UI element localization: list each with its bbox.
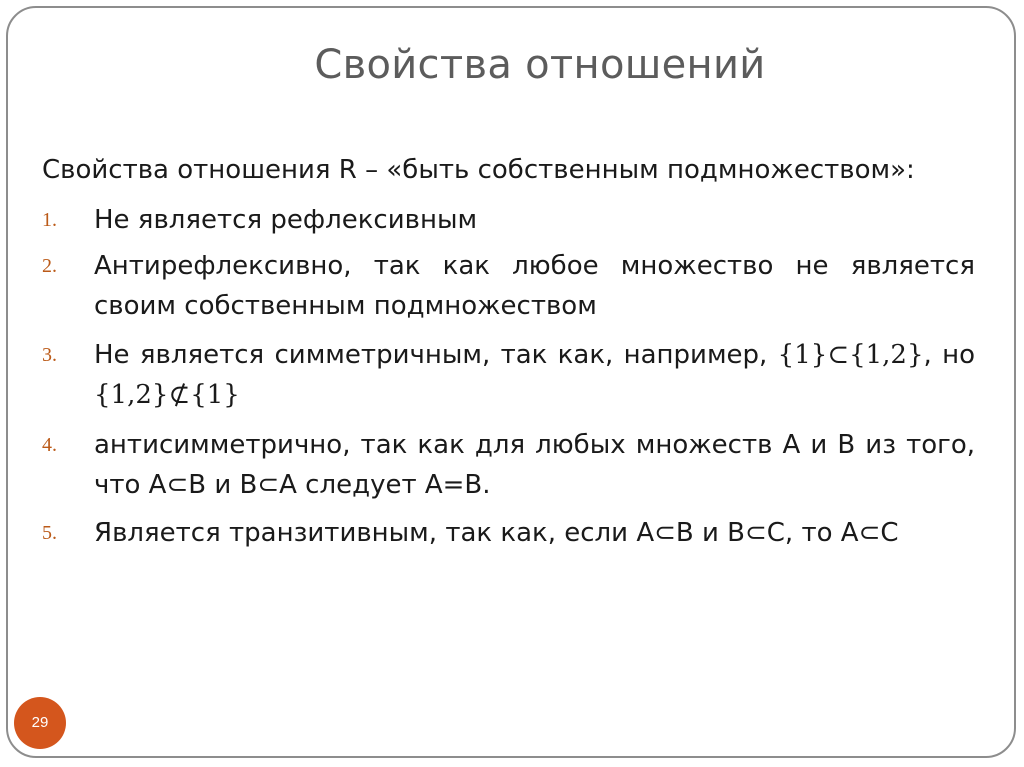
list-item-text: Не является рефлексивным — [94, 205, 478, 235]
list-item-connector: , но — [923, 340, 976, 370]
page-number-badge: 29 — [14, 697, 66, 749]
formula-not-subset: {1,2}⊄{1} — [94, 380, 240, 410]
list-number: 1. — [42, 209, 57, 231]
list-number: 5. — [42, 522, 57, 544]
list-item-text: Антирефлексивно, так как любое множество не является своим собственным подмножеством — [94, 251, 975, 321]
list-number: 4. — [42, 434, 57, 456]
list-item-text: Не является симметричным, так как, например, — [94, 340, 768, 370]
list-number: 3. — [42, 344, 57, 366]
list-item — [42, 425, 975, 505]
list-number: 2. — [42, 255, 57, 277]
list-item — [42, 246, 975, 326]
list-item-text: антисимметрично, так как для любых множеств A и B из того, что A⊂B и B⊂A следует A=B. — [94, 430, 975, 500]
list-item — [42, 335, 975, 415]
formula-subset: {1}⊂{1,2} — [777, 340, 924, 370]
slide-content — [42, 150, 975, 553]
list-item — [42, 200, 975, 240]
properties-list — [42, 200, 975, 553]
intro-paragraph: Свойства отношения R – «быть собственным подмножеством»: — [42, 155, 915, 185]
slide-title: Свойства отношений — [314, 42, 766, 88]
list-item-text: Является транзитивным, так как, если A⊂B и B⊂C, то A⊂C — [94, 518, 899, 548]
list-item — [42, 513, 975, 553]
